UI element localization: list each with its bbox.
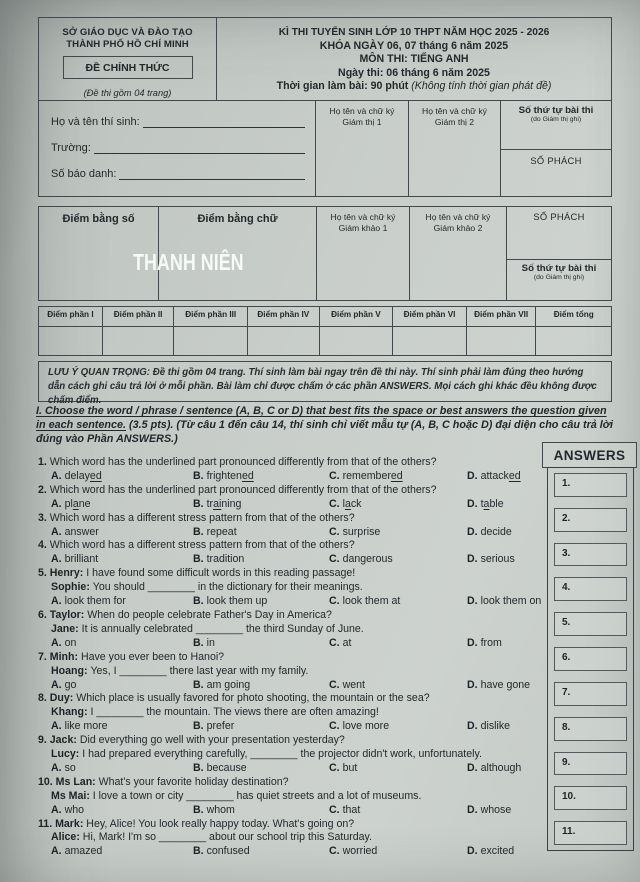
options-row: [51, 762, 540, 776]
option-B: B. confused: [193, 845, 250, 858]
part-scores-table: [38, 306, 612, 356]
section1-instruction-rest: (3.5 pts). (Từ câu 1 đến câu 14, thí sinh chỉ viết mẫu tự (A, B, C hoặc D) đại diện cho câu trả lời đúng vào Phần ANSWERS.): [36, 419, 614, 445]
question-item: [38, 512, 540, 540]
option-C: C. dangerous: [329, 553, 393, 566]
answer-slot: 11.: [554, 821, 627, 845]
options-row: [51, 845, 540, 859]
question-line: 6. Taylor: When do people celebrate Father's Day in America?: [38, 608, 332, 621]
option-A: A. amazed: [51, 845, 103, 858]
option-C: C. worried: [329, 845, 378, 858]
option-C: C. remembered: [329, 469, 403, 482]
candidate-field-blank: [143, 115, 305, 128]
option-A: A. delayed: [51, 469, 102, 482]
exam-duration-note: (Không tính thời gian phát đề): [411, 80, 552, 93]
option-B: B. in: [193, 636, 215, 649]
option-C: C. but: [329, 761, 358, 774]
exam-duration: [277, 80, 552, 94]
exam-number-column: [501, 101, 611, 196]
options-row: [51, 595, 540, 609]
answers-panel: [547, 467, 634, 851]
option-B: B. whom: [193, 803, 235, 816]
question-line: Sophie: You should ________ in the dictionary for their meanings.: [51, 581, 363, 594]
answer-slot: 6.: [554, 647, 627, 671]
option-D: D. have gone: [467, 678, 531, 691]
section1-instruction-underlined: I. Choose the word / phrase / sentence (A, B, C or D) that best fits the space or best answers the question given in each sentence.: [36, 405, 607, 431]
option-B: B. tradition: [193, 553, 245, 566]
question-item: [38, 776, 540, 818]
options-row: [51, 526, 540, 540]
score-numeric-header: Điểm bằng số: [39, 207, 159, 300]
notice-text: Đề thi gồm 04 trang. Thí sinh làm bài ngay trên đề thi này. Thí sinh phải làm đúng theo hướng dẫn cách ghi câu trả lời ở mỗi phần. Bài làm chỉ được chấm ở các phần ANSWERS. Mọi cách ghi khác đều không được chấm điểm.: [48, 367, 597, 406]
option-C: C. surprise: [329, 525, 381, 538]
part-score-cell: [467, 307, 537, 355]
department-name-line1: SỞ GIÁO DỤC VÀ ĐÀO TẠO: [62, 27, 193, 38]
option-C: C. went: [329, 678, 365, 691]
question-item: [38, 567, 540, 609]
option-B: B. look them up: [193, 595, 268, 608]
options-row: [51, 498, 540, 512]
part-score-cell: [536, 307, 611, 355]
option-A: A. who: [51, 803, 85, 816]
answer-slot: 9.: [554, 752, 627, 776]
answer-slot: 10.: [554, 786, 627, 810]
press-watermark: THANH NIÊN: [133, 249, 244, 275]
part-score-cell: [39, 307, 103, 355]
header-left-block: [39, 18, 217, 100]
score-exam-number-cell: [507, 260, 611, 281]
candidate-field-label: Số báo danh:: [51, 168, 117, 180]
option-B: B. training: [193, 497, 242, 510]
score-table: [38, 206, 612, 301]
exam-number-title: Số thứ tự bài thi: [518, 105, 594, 116]
option-B: B. prefer: [193, 720, 235, 733]
so-phach-cell: SỐ PHÁCH: [530, 155, 582, 166]
notice-label: LƯU Ý QUAN TRỌNG:: [48, 367, 151, 378]
important-notice: [38, 361, 612, 406]
exam-number-cell: [501, 101, 611, 150]
examiner2-line2: Giám khảo 2: [433, 222, 483, 233]
examiner1-line1: Họ tên và chữ ký: [330, 212, 396, 222]
candidate-field-blank: [119, 167, 305, 180]
candidate-field-blank: [94, 141, 305, 154]
option-A: A. on: [51, 636, 77, 649]
question-line: Jane: It is annually celebrated ________ the third Sunday of June.: [51, 622, 364, 635]
exam-title: KÌ THI TUYỂN SINH LỚP 10 THPT NĂM HỌC 2025 - 2026: [278, 27, 550, 39]
option-C: C. that: [329, 803, 361, 816]
examiner1-line2: Giám khảo 1: [338, 222, 388, 233]
option-C: C. lack: [329, 497, 362, 510]
option-C: C. at: [329, 636, 352, 649]
option-A: A. so: [51, 761, 76, 774]
option-A: A. plane: [51, 497, 91, 510]
answer-slot: 4.: [554, 577, 627, 601]
options-row: [51, 470, 540, 484]
option-A: A. look them for: [51, 595, 126, 608]
question-line: Alice: Hi, Mark! I'm so ________ about our school trip this Saturday.: [51, 831, 372, 844]
answer-slot: 2.: [554, 508, 627, 532]
exam-number-subtitle: (do Giám thị ghi): [530, 116, 582, 123]
proctor1-line2: Giám thị 1: [342, 116, 382, 127]
question-line: Khang: I ________ the mountain. The views there are often amazing!: [51, 706, 379, 719]
question-item: [38, 818, 540, 860]
part-score-cell: [248, 307, 320, 355]
question-item: [38, 651, 540, 693]
score-exam-number-title: Số thứ tự bài thi: [521, 263, 597, 274]
answer-slot: 7.: [554, 682, 627, 706]
department-name-line2: THÀNH PHỐ HỒ CHÍ MINH: [66, 39, 189, 50]
option-D: D. from: [467, 636, 502, 649]
candidate-field-label: Họ và tên thí sinh:: [51, 116, 140, 128]
exam-subject: MÔN THI: TIẾNG ANH: [359, 53, 469, 66]
candidate-field-row: [51, 167, 305, 180]
pages-note: (Đề thi gồm 04 trang): [83, 88, 172, 98]
question-line: 4. Which word has a different stress pattern from that of the others?: [38, 539, 355, 552]
answer-slot: 1.: [554, 473, 627, 497]
score-words-header: Điểm bằng chữ: [159, 207, 317, 300]
question-line: Ms Mai: I love a town or city ________ has quiet streets and a lot of museums.: [51, 789, 422, 802]
header-right-block: [217, 18, 611, 100]
exam-duration-bold: Thời gian làm bài: 90 phút: [276, 80, 412, 93]
options-row: [51, 679, 540, 693]
candidate-field-row: [51, 115, 305, 128]
option-C: C. love more: [329, 720, 390, 733]
question-item: [38, 734, 540, 776]
part-score-header: Điểm phần VII: [474, 310, 529, 319]
question-item: [38, 539, 540, 567]
question-line: 8. Duy: Which place is usually favored for photo shooting, the mountain or the sea?: [38, 692, 430, 705]
option-D: D. table: [467, 497, 504, 510]
option-B: B. because: [193, 761, 247, 774]
options-row: [51, 637, 540, 651]
answer-slot: 5.: [554, 612, 627, 636]
part-score-header: Điểm phần IV: [257, 310, 310, 319]
option-D: D. whose: [467, 803, 512, 816]
question-line: 10. Ms Lan: What's your favorite holiday destination?: [38, 775, 289, 788]
options-row: [51, 720, 540, 734]
part-score-header: Điểm phần III: [185, 310, 237, 319]
part-score-cell: [103, 307, 175, 355]
questions-list: [38, 456, 540, 859]
official-exam-stamp: [63, 56, 193, 79]
answer-slot: 3.: [554, 543, 627, 567]
option-A: A. go: [51, 678, 77, 691]
part-score-cell: [393, 307, 467, 355]
part-score-header: Điểm phần II: [113, 310, 163, 319]
score-so-phach-cell: SỐ PHÁCH: [507, 207, 611, 260]
proctor1-cell: [316, 101, 409, 196]
exam-date: Ngày thi: 06 tháng 6 năm 2025: [338, 66, 490, 79]
part-score-header: Điểm tổng: [553, 310, 594, 319]
proctor1-line1: Họ tên và chữ ký: [329, 106, 395, 116]
proctor2-line2: Giám thị 2: [434, 116, 475, 127]
part-score-cell: [174, 307, 248, 355]
examiner2-cell: [410, 207, 507, 300]
exam-header: [38, 17, 612, 101]
question-line: 9. Jack: Did everything go well with your presentation yesterday?: [38, 734, 345, 747]
option-D: D. attacked: [467, 469, 521, 482]
option-A: A. like more: [51, 720, 108, 733]
question-line: 2. Which word has the underlined part pronounced differently from that of the others?: [38, 483, 437, 496]
proctor2-cell: [409, 101, 501, 196]
exam-session: KHÓA NGÀY 06, 07 tháng 6 năm 2025: [319, 39, 509, 52]
examiner2-line1: Họ tên và chữ ký: [425, 212, 491, 222]
candidate-info-table: [38, 100, 612, 197]
option-D: D. dislike: [467, 720, 511, 733]
question-item: [38, 609, 540, 651]
question-line: 5. Henry: I have found some difficult words in this reading passage!: [38, 567, 356, 580]
question-line: 3. Which word has a different stress pattern from that of the others?: [38, 511, 355, 524]
option-A: A. brilliant: [51, 553, 99, 566]
question-line: 11. Mark: Hey, Alice! You look really happy today. What's going on?: [38, 817, 355, 830]
score-phach-column: [507, 207, 611, 300]
option-D: D. excited: [467, 845, 515, 858]
question-line: Hoang: Yes, I ________ there last year with my family.: [51, 664, 309, 677]
option-C: C. look them at: [329, 595, 401, 608]
question-item: [38, 484, 540, 512]
candidate-field-label: Trường:: [51, 142, 91, 154]
score-exam-number-subtitle: (do Giám thị ghi): [533, 274, 585, 281]
question-line: 1. Which word has the underlined part pronounced differently from that of the others?: [38, 456, 437, 468]
part-score-cell: [320, 307, 394, 355]
option-D: D. serious: [467, 553, 515, 566]
candidate-fields: [39, 101, 316, 196]
section1-instructions: [36, 404, 616, 446]
part-score-header: Điểm phần VI: [403, 310, 456, 319]
question-line: Lucy: I had prepared everything carefully, ________ the projector didn't work, unfortunately.: [51, 748, 482, 761]
part-score-header: Điểm phần I: [47, 310, 94, 319]
answer-slot: 8.: [554, 717, 627, 741]
proctor2-line1: Họ tên và chữ ký: [422, 106, 487, 116]
option-B: B. frightened: [193, 469, 254, 482]
options-row: [51, 553, 540, 567]
official-exam-stamp-label: ĐỀ CHÍNH THỨC: [85, 61, 170, 74]
options-row: [51, 804, 540, 818]
option-B: B. am going: [193, 678, 251, 691]
part-score-header: Điểm phần V: [331, 310, 381, 319]
answers-title-label: ANSWERS: [553, 447, 626, 463]
question-item: [38, 692, 540, 734]
question-line: 7. Minh: Have you ever been to Hanoi?: [38, 650, 225, 663]
answers-panel-title: [542, 442, 637, 468]
option-D: D. although: [467, 761, 522, 774]
examiner1-cell: [317, 207, 410, 300]
option-B: B. repeat: [193, 525, 237, 538]
option-D: D. decide: [467, 525, 512, 538]
candidate-field-row: [51, 141, 305, 154]
option-A: A. answer: [51, 525, 99, 538]
option-D: D. look them on: [467, 595, 542, 608]
question-item: [38, 456, 540, 484]
